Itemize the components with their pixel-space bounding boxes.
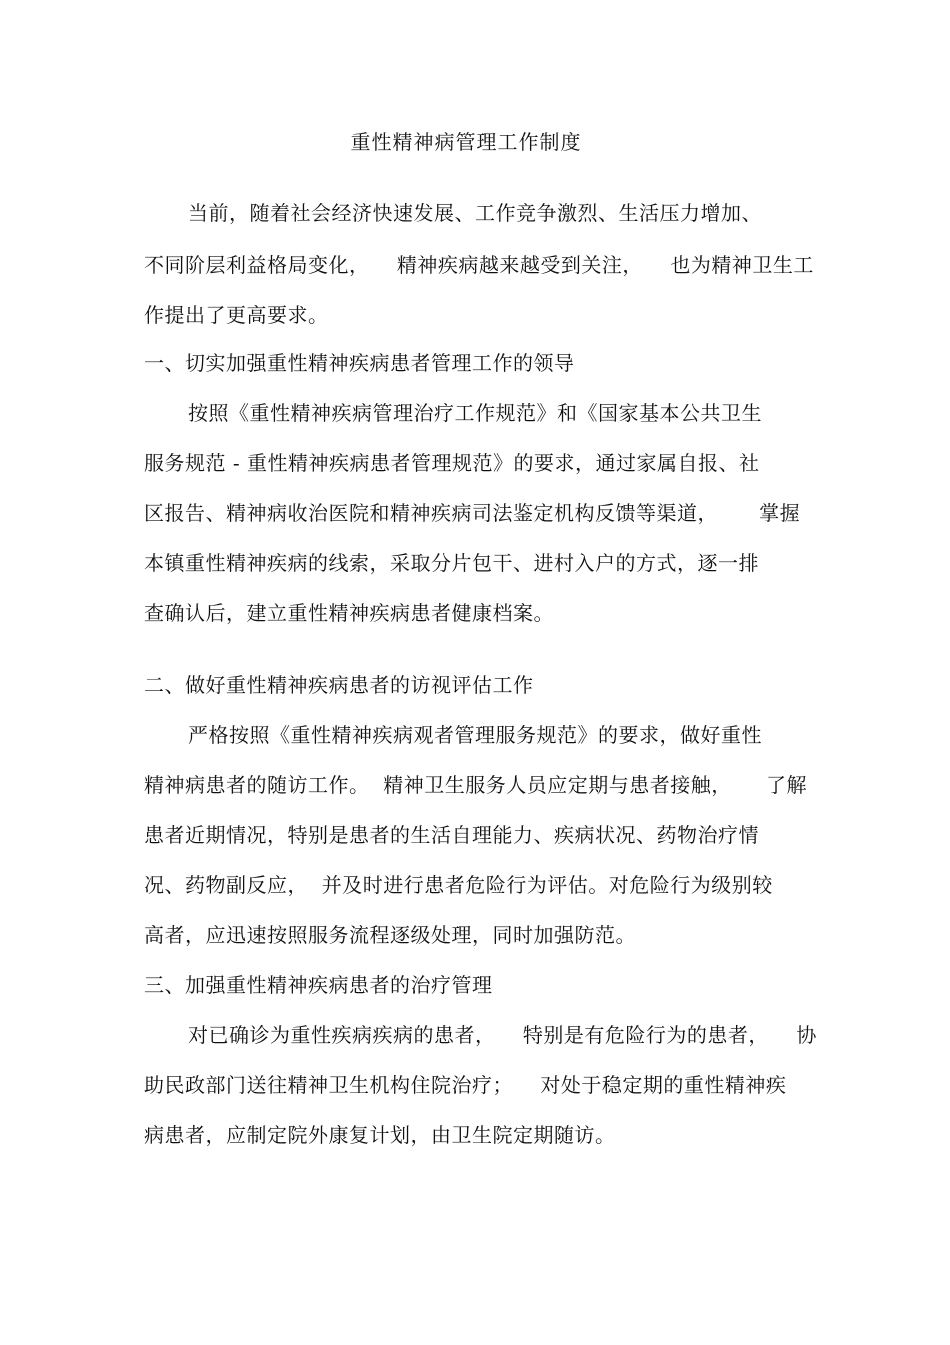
section-2-line-2: 精神病患者的随访工作。 精神卫生服务人员应定期与患者接触， 了解 — [144, 773, 808, 797]
section-1-line-4: 本镇重性精神疾病的线索，采取分片包干、进村入户的方式，逐一排 — [144, 551, 759, 575]
section-2-heading: 二、做好重性精神疾病患者的访视评估工作 — [144, 673, 534, 697]
intro-line-2: 不同阶层利益格局变化， 精神疾病越来越受到关注， 也为精神卫生工 — [144, 253, 814, 277]
section-2-line-4: 况、药物副反应， 并及时进行患者危险行为评估。对危险行为级别较 — [144, 873, 773, 897]
section-2-line-5: 高者，应迅速按照服务流程逐级处理，同时加强防范。 — [144, 923, 636, 947]
intro-line-3: 作提出了更高要求。 — [144, 303, 329, 327]
section-1-line-1: 按照《重性精神疾病管理治疗工作规范》和《国家基本公共卫生 — [188, 401, 762, 425]
section-3-line-3: 病患者，应制定院外康复计划，由卫生院定期随访。 — [144, 1123, 616, 1147]
section-1-heading: 一、切实加强重性精神疾病患者管理工作的领导 — [144, 351, 575, 375]
document-title: 重性精神病管理工作制度 — [350, 130, 582, 154]
intro-line-1: 当前，随着社会经济快速发展、工作竞争激烈、生活压力增加、 — [188, 201, 762, 225]
section-3-heading: 三、加强重性精神疾病患者的治疗管理 — [144, 973, 493, 997]
section-3-line-2: 助民政部门送往精神卫生机构住院治疗； 对处于稳定期的重性精神疾 — [144, 1073, 787, 1097]
section-1-line-3: 区报告、精神病收治医院和精神疾病司法鉴定机构反馈等渠道， 掌握 — [144, 501, 801, 525]
section-1-line-2: 服务规范 - 重性精神疾病患者管理规范》的要求，通过家属自报、社 — [144, 451, 760, 475]
section-3-line-1: 对已确诊为重性疾病疾病的患者， 特别是有危险行为的患者， 协 — [188, 1023, 817, 1047]
section-1-line-5: 查确认后，建立重性精神疾病患者健康档案。 — [144, 601, 554, 625]
section-2-line-1: 严格按照《重性精神疾病观者管理服务规范》的要求，做好重性 — [188, 723, 762, 747]
section-2-line-3: 患者近期情况，特别是患者的生活自理能力、疾病状况、药物治疗情 — [144, 823, 759, 847]
